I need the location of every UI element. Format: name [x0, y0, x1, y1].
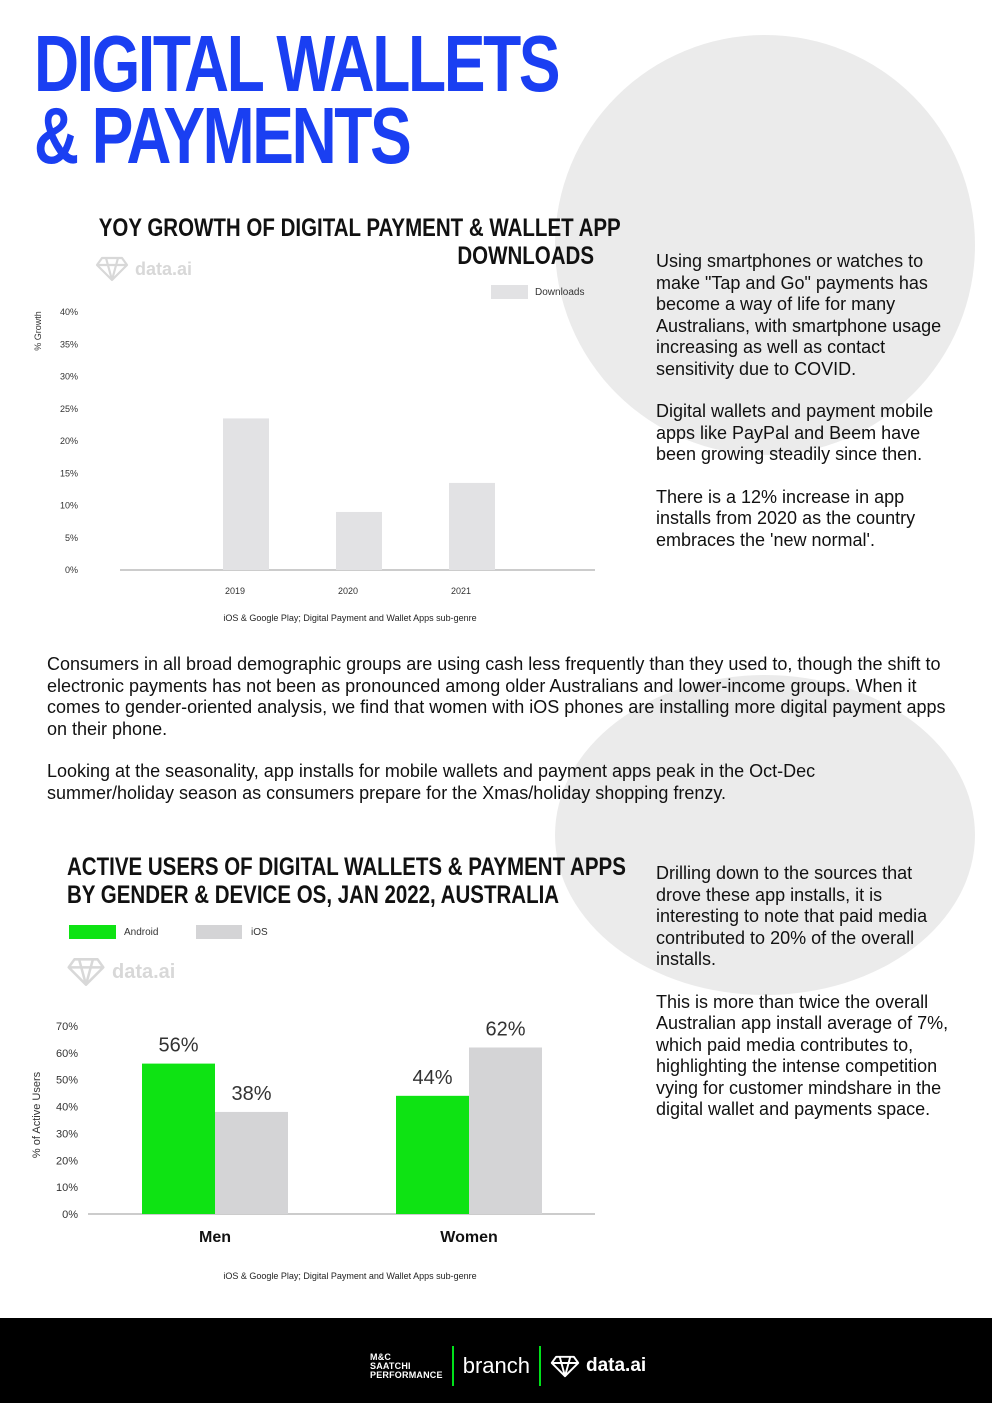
y-tick-label: 50%	[55, 1074, 78, 1087]
legend-label-android: Android	[124, 926, 159, 938]
y-tick-label: 0%	[64, 565, 78, 575]
page-title	[34, 19, 559, 180]
page-title-line-2: & PAYMENTS	[34, 91, 410, 180]
footer-divider-2	[539, 1346, 541, 1386]
bar-downloads-2020	[336, 512, 382, 570]
side1-para-2: Digital wallets and payment mobile apps like PayPal and Beem have been growing steadily since then.	[656, 401, 934, 464]
chart2-svg	[0, 1000, 610, 1260]
y-tick-label: 20%	[55, 1155, 78, 1168]
page-title-line-1: DIGITAL WALLETS	[34, 19, 559, 108]
side-text-2	[656, 863, 951, 1121]
bar-ios-men	[215, 1112, 288, 1214]
legend-label-downloads: Downloads	[535, 286, 585, 298]
x-tick-label: 2019	[224, 586, 246, 596]
chart2-legend	[69, 925, 268, 939]
bar-downloads-2021	[449, 483, 495, 570]
diamond-logo-icon	[66, 957, 106, 987]
body-para-2: Looking at the seasonality, app installs for mobile wallets and payment apps peak in the Oct-Dec summer/holiday season as consumers prepare for the Xmas/holiday shopping frenzy.	[47, 761, 816, 803]
bar-downloads-2019	[223, 418, 269, 570]
chart2-title	[67, 853, 626, 909]
dataai-logo-text: data.ai	[585, 1355, 647, 1376]
bar-ios-women	[469, 1047, 542, 1214]
y-tick-label: 35%	[59, 339, 78, 350]
dataai-logo	[550, 1355, 646, 1378]
data-label: 56%	[158, 1034, 199, 1057]
y-tick-label: 10%	[55, 1182, 78, 1195]
chart1-title-line-2: DOWNLOADS	[457, 242, 594, 270]
bar-android-men	[142, 1064, 215, 1214]
diamond-logo-icon	[550, 1355, 580, 1378]
side2-para-2: This is more than twice the overall Australian app install average of 7%, which paid media contributes to, highlighting the intense competition vying for customer mindshare in the digital wallet and payments space.	[656, 991, 949, 1119]
bar-android-women	[396, 1096, 469, 1214]
footer-logos	[370, 1346, 646, 1386]
side-text-1	[656, 251, 956, 551]
y-tick-label: 10%	[59, 500, 78, 511]
chart2-watermark-text: data.ai	[112, 960, 176, 983]
y-tick-label: 30%	[59, 371, 78, 382]
chart2-title-line-1: ACTIVE USERS OF DIGITAL WALLETS & PAYMENT APPS	[67, 853, 626, 881]
side2-para-1: Drilling down to the sources that drove these app installs, it is interesting to note that paid media contributed to 20% of the overall installs.	[656, 863, 928, 969]
chart1-svg	[0, 300, 600, 630]
footer-bar	[0, 1318, 992, 1403]
chart2-watermark	[66, 957, 175, 987]
branch-logo: branch	[462, 1353, 530, 1378]
y-tick-label: 40%	[59, 307, 78, 317]
legend-label-ios: iOS	[251, 926, 268, 938]
y-tick-label: 30%	[55, 1128, 78, 1141]
chart1-source: iOS & Google Play; Digital Payment and Wallet Apps sub-genre	[223, 613, 477, 623]
footer-divider-1	[452, 1346, 454, 1386]
y-tick-label: 20%	[59, 436, 78, 446]
side1-para-3: There is a 12% increase in app installs from 2020 as the country embraces the 'new normal'.	[656, 486, 916, 550]
legend-swatch-downloads	[491, 285, 528, 299]
body-para-1: Consumers in all broad demographic groups are using cash less frequently than they used to, though the shift to electronic payments has not been as pronounced among older Australians and lower-income groups. When it comes to gender-oriented analysis, we find that women with iOS phones are installing more digital payment apps on their phone.	[47, 654, 946, 739]
chart2-source: iOS & Google Play; Digital Payment and Wallet Apps sub-genre	[223, 1271, 477, 1281]
chart1-legend	[491, 285, 584, 299]
legend-swatch-ios	[196, 925, 242, 939]
x-tick-label: Women	[440, 1229, 498, 1246]
diamond-logo-icon	[95, 256, 129, 282]
chart1-watermark	[95, 256, 192, 282]
body-text	[47, 654, 947, 804]
side1-para-1: Using smartphones or watches to make "Tap and Go" payments has become a way of life for many Australians, with smartphone usage increasing as well as contact sensitivity due to COVID.	[656, 251, 942, 379]
data-label: 62%	[485, 1018, 526, 1041]
y-tick-label: 15%	[59, 468, 78, 479]
chart1-title-line-1: YOY GROWTH OF DIGITAL PAYMENT & WALLET APP	[98, 214, 621, 242]
x-tick-label: Men	[199, 1229, 231, 1246]
y-tick-label: 25%	[59, 403, 78, 414]
y-tick-label: 60%	[55, 1047, 78, 1060]
chart2-title-line-2: BY GENDER & DEVICE OS, JAN 2022, AUSTRALIA	[67, 881, 560, 909]
chart1-watermark-text: data.ai	[135, 258, 193, 279]
mc-saatchi-logo: M&C SAATCHI PERFORMANCE	[370, 1351, 443, 1380]
x-tick-label: 2020	[337, 586, 359, 596]
legend-swatch-android	[69, 925, 116, 939]
y-axis-label: % of Active Users	[31, 1071, 43, 1159]
y-tick-label: 0%	[62, 1209, 78, 1221]
y-tick-label: 40%	[55, 1101, 78, 1114]
y-axis-label: % Growth	[33, 311, 43, 351]
x-tick-label: 2021	[450, 586, 472, 596]
y-tick-label: 5%	[64, 532, 78, 543]
data-label: 44%	[412, 1066, 453, 1089]
y-tick-label: 70%	[55, 1021, 78, 1033]
data-label: 38%	[231, 1082, 272, 1105]
